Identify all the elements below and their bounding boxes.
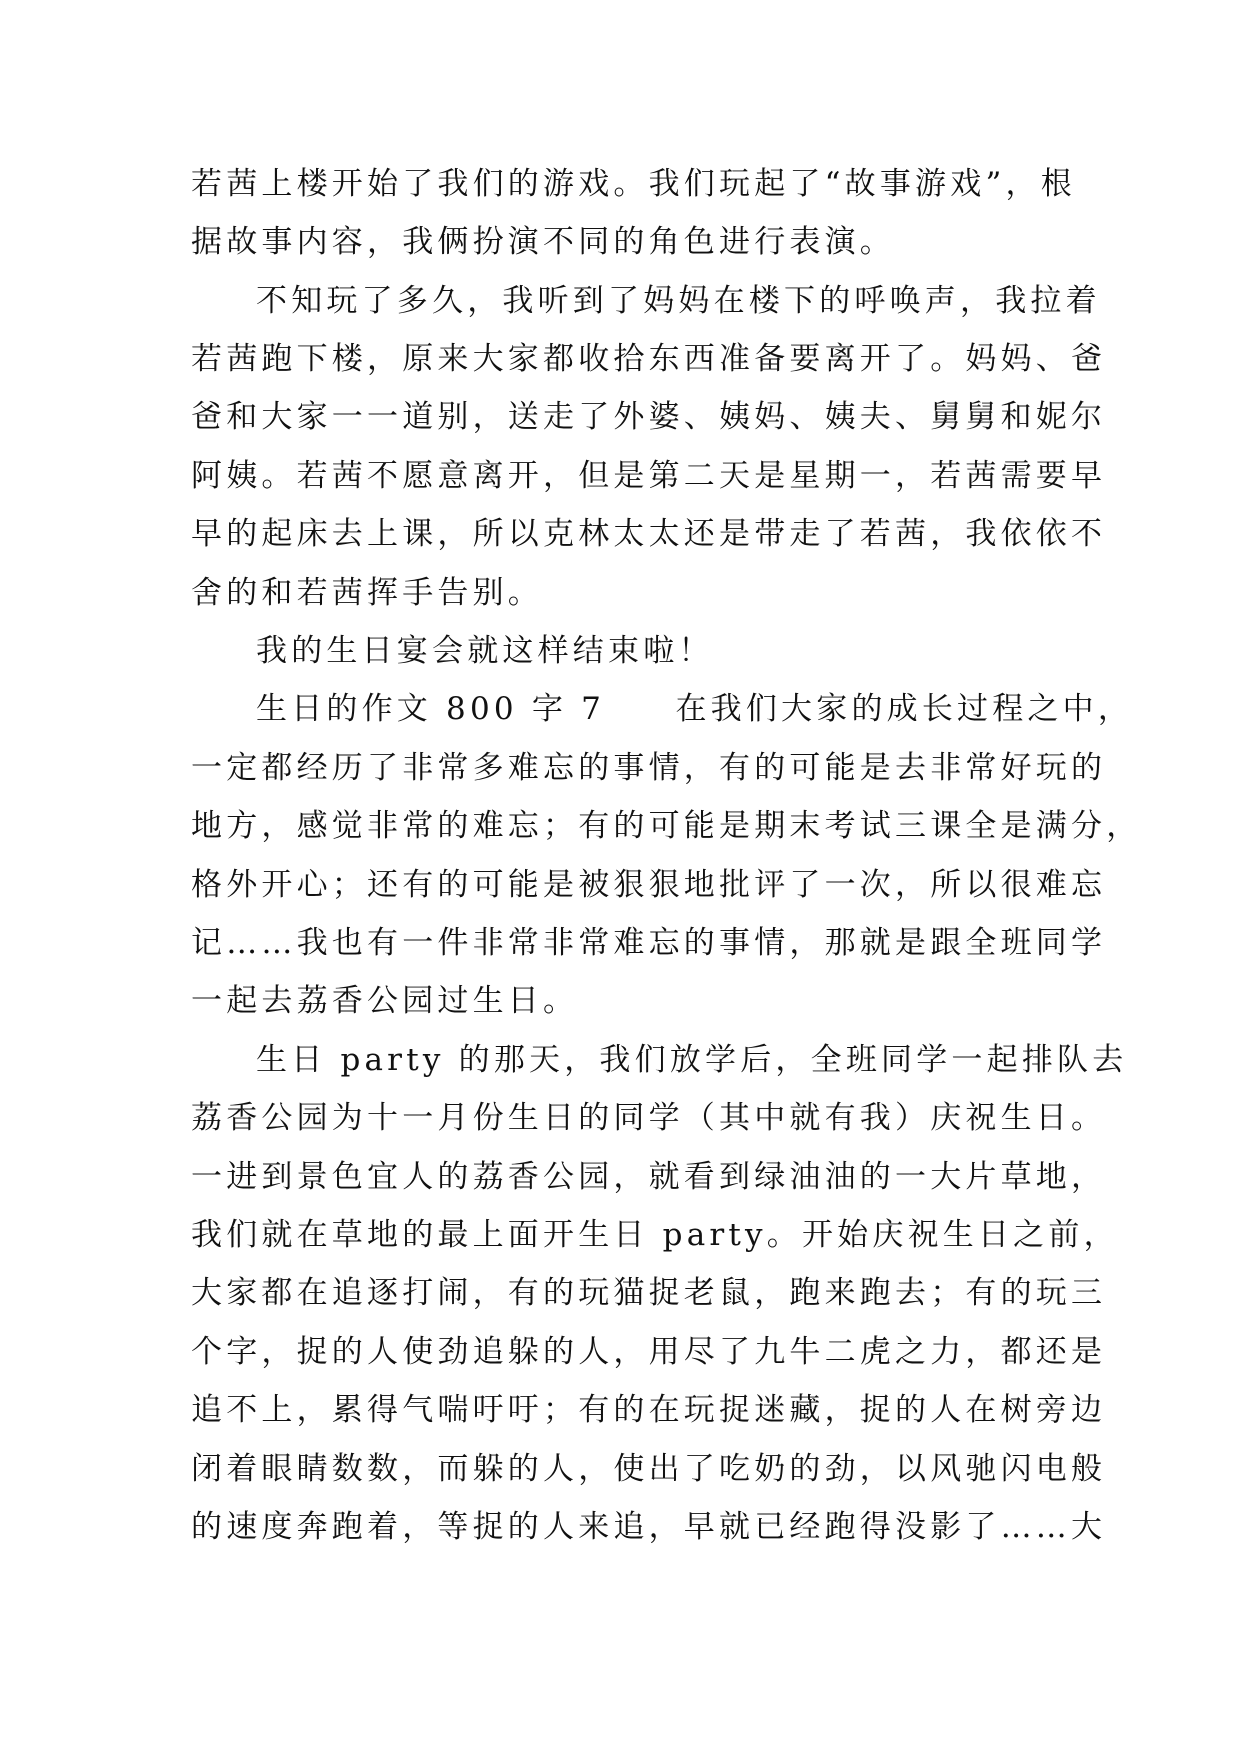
- paragraph-start-line: 不知玩了多久，我听到了妈妈在楼下的呼唤声，我拉着: [256, 283, 1101, 319]
- text-line: 地方，感觉非常的难忘；有的可能是期末考试三课全是满分，: [191, 808, 1142, 844]
- text-line: 一起去荔香公园过生日。: [191, 983, 579, 1019]
- text-line: 一进到景色宜人的荔香公园，就看到绿油油的一大片草地，: [191, 1159, 1107, 1195]
- text-line: 大家都在追逐打闹，有的玩猫捉老鼠，跑来跑去；有的玩三: [191, 1275, 1107, 1311]
- text-line: 据故事内容，我俩扮演不同的角色进行表演。: [191, 224, 895, 260]
- paragraph-start-line: 我的生日宴会就这样结束啦！: [256, 633, 714, 669]
- text-line: 的速度奔跑着，等捉的人来追，早就已经跑得没影了……大: [191, 1509, 1107, 1545]
- text-line: 荔香公园为十一月份生日的同学（其中就有我）庆祝生日。: [191, 1100, 1107, 1136]
- text-line: 追不上，累得气喘吁吁；有的在玩捉迷藏，捉的人在树旁边: [191, 1392, 1107, 1428]
- text-line: 阿姨。若茜不愿意离开，但是第二天是星期一，若茜需要早: [191, 458, 1107, 494]
- text-line: 早的起床去上课，所以克林太太还是带走了若茜，我依依不: [191, 516, 1107, 552]
- text-line: 若茜上楼开始了我们的游戏。我们玩起了“故事游戏”，根: [191, 166, 1076, 202]
- text-line: 格外开心；还有的可能是被狠狠地批评了一次，所以很难忘: [191, 867, 1107, 903]
- text-line: 个字，捉的人使劲追躲的人，用尽了九牛二虎之力，都还是: [191, 1334, 1107, 1370]
- essay-heading-line: 生日的作文 800 字 7 在我们大家的成长过程之中，: [256, 691, 1134, 727]
- text-line: 若茜跑下楼，原来大家都收拾东西准备要离开了。妈妈、爸: [191, 341, 1107, 377]
- text-line: 爸和大家一一道别，送走了外婆、姨妈、姨夫、舅舅和妮尔: [191, 399, 1107, 435]
- text-line: 闭着眼睛数数，而躲的人，使出了吃奶的劲，以风驰闪电般: [191, 1451, 1107, 1487]
- text-line: 我们就在草地的最上面开生日 party。开始庆祝生日之前，: [191, 1217, 1119, 1253]
- text-line: 一定都经历了非常多难忘的事情，有的可能是去非常好玩的: [191, 750, 1107, 786]
- text-line: 舍的和若茜挥手告别。: [191, 575, 543, 611]
- text-line: 记……我也有一件非常非常难忘的事情，那就是跟全班同学: [191, 925, 1107, 961]
- paragraph-start-line: 生日 party 的那天，我们放学后，全班同学一起排队去: [256, 1042, 1128, 1078]
